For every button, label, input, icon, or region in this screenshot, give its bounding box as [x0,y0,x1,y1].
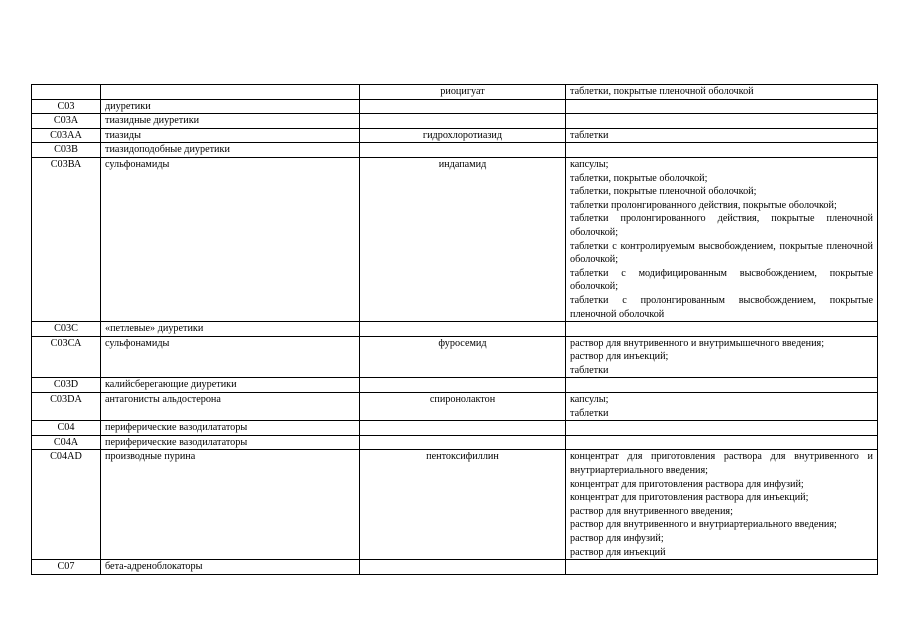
dosage-form-item: таблетки пролонгированного действия, покрытые пленочной оболочкой; [570,213,873,238]
group-name-cell: производные пурина [101,450,360,560]
dosage-forms-cell [566,85,878,100]
dosage-forms-cell [566,128,878,143]
table-row [32,157,878,321]
table-row [32,322,878,337]
drug-name-cell [360,322,566,337]
atc-code-cell: С04АD [32,450,101,560]
table-row [32,336,878,378]
drug-name-cell [360,421,566,436]
dosage-form-item: таблетки [570,129,609,141]
atc-code-cell: С03В [32,143,101,158]
dosage-form-item: концентрат для приготовления раствора для внутривенного и внутриартериального введения; [570,451,873,477]
drug-name-cell: гидрохлоротиазид [360,128,566,143]
atc-code-cell: С03D [32,378,101,393]
dosage-forms-cell [566,393,878,421]
dosage-form-item: таблетки [570,364,609,376]
drug-name-cell: спиронолактон [360,393,566,421]
table-row [32,378,878,393]
dosage-forms-cell [566,378,878,393]
atc-code-cell: С03СА [32,336,101,378]
dosage-form-item: раствор для инъекций [570,546,666,558]
group-name-cell: периферические вазодилататоры [101,435,360,450]
drug-classification-table [31,84,878,575]
atc-code-cell: С07 [32,560,101,575]
table-row [32,85,878,100]
atc-code-cell: С03 [32,99,101,114]
dosage-form-item: таблетки с контролируемым высвобождением, покрытые пленочной оболочкой; [570,240,873,266]
atc-code-cell: С03ВА [32,157,101,321]
group-name-cell: антагонисты альдостерона [101,393,360,421]
table-body [32,85,878,575]
table-row [32,560,878,575]
drug-name-cell: индапамид [360,157,566,321]
drug-name-cell [360,99,566,114]
drug-name-cell: пентоксифиллин [360,450,566,560]
atc-code-cell: С03А [32,114,101,129]
drug-name-cell: фуросемид [360,336,566,378]
drug-name-cell [360,143,566,158]
dosage-forms-cell [566,421,878,436]
drug-name-cell [360,560,566,575]
dosage-forms-cell [566,435,878,450]
atc-code-cell: С03С [32,322,101,337]
group-name-cell: тиазидные диуретики [101,114,360,129]
group-name-cell: сульфонамиды [101,157,360,321]
table-row [32,99,878,114]
dosage-form-item: таблетки пролонгированного действия, покрытые оболочкой; [570,199,837,211]
group-name-cell: периферические вазодилататоры [101,421,360,436]
dosage-form-item: таблетки с модифицированным высвобождением, покрытые оболочкой; [570,267,873,293]
dosage-form-item: капсулы; [570,158,609,170]
atc-code-cell [32,85,101,100]
drug-name-cell: риоцигуат [360,85,566,100]
dosage-form-item: таблетки, покрытые пленочной оболочкой [570,86,754,97]
dosage-forms-cell [566,99,878,114]
dosage-form-item: капсулы; [570,394,609,406]
group-name-cell [101,85,360,100]
dosage-form-item: раствор для внутривенного и внутриартериального введения; [570,519,837,531]
dosage-form-item: таблетки, покрытые пленочной оболочкой; [570,186,757,198]
dosage-form-item: таблетки с пролонгированным высвобождением, покрытые пленочной оболочкой [570,294,873,320]
dosage-form-item: таблетки [570,407,609,419]
atc-code-cell: С04 [32,421,101,436]
dosage-form-item: концентрат для приготовления раствора для инфузий; [570,478,804,490]
dosage-form-item: таблетки, покрытые оболочкой; [570,172,708,184]
atc-code-cell: С03DА [32,393,101,421]
dosage-form-item: раствор для инъекций; [570,351,669,363]
dosage-form-item: раствор для инфузий; [570,533,664,544]
table-row [32,393,878,421]
dosage-forms-cell [566,157,878,321]
group-name-cell: сульфонамиды [101,336,360,378]
dosage-forms-cell [566,336,878,378]
group-name-cell: «петлевые» диуретики [101,322,360,337]
drug-name-cell [360,114,566,129]
group-name-cell: тиазиды [101,128,360,143]
dosage-forms-cell [566,114,878,129]
group-name-cell: калийсберегающие диуретики [101,378,360,393]
table-row [32,114,878,129]
group-name-cell: тиазидоподобные диуретики [101,143,360,158]
drug-name-cell [360,435,566,450]
group-name-cell: диуретики [101,99,360,114]
dosage-forms-cell [566,450,878,560]
dosage-form-item: концентрат для приготовления раствора для инъекций; [570,492,809,504]
table-row [32,435,878,450]
atc-code-cell: С03АА [32,128,101,143]
dosage-forms-cell [566,143,878,158]
dosage-form-item: раствор для внутривенного и внутримышечного введения; [570,337,825,349]
dosage-forms-cell [566,560,878,575]
dosage-form-item: раствор для внутривенного введения; [570,505,733,517]
drug-name-cell [360,378,566,393]
table-row [32,143,878,158]
table-row [32,450,878,560]
group-name-cell: бета-адреноблокаторы [101,560,360,575]
atc-code-cell: С04А [32,435,101,450]
table-row [32,421,878,436]
dosage-forms-cell [566,322,878,337]
table-row [32,128,878,143]
